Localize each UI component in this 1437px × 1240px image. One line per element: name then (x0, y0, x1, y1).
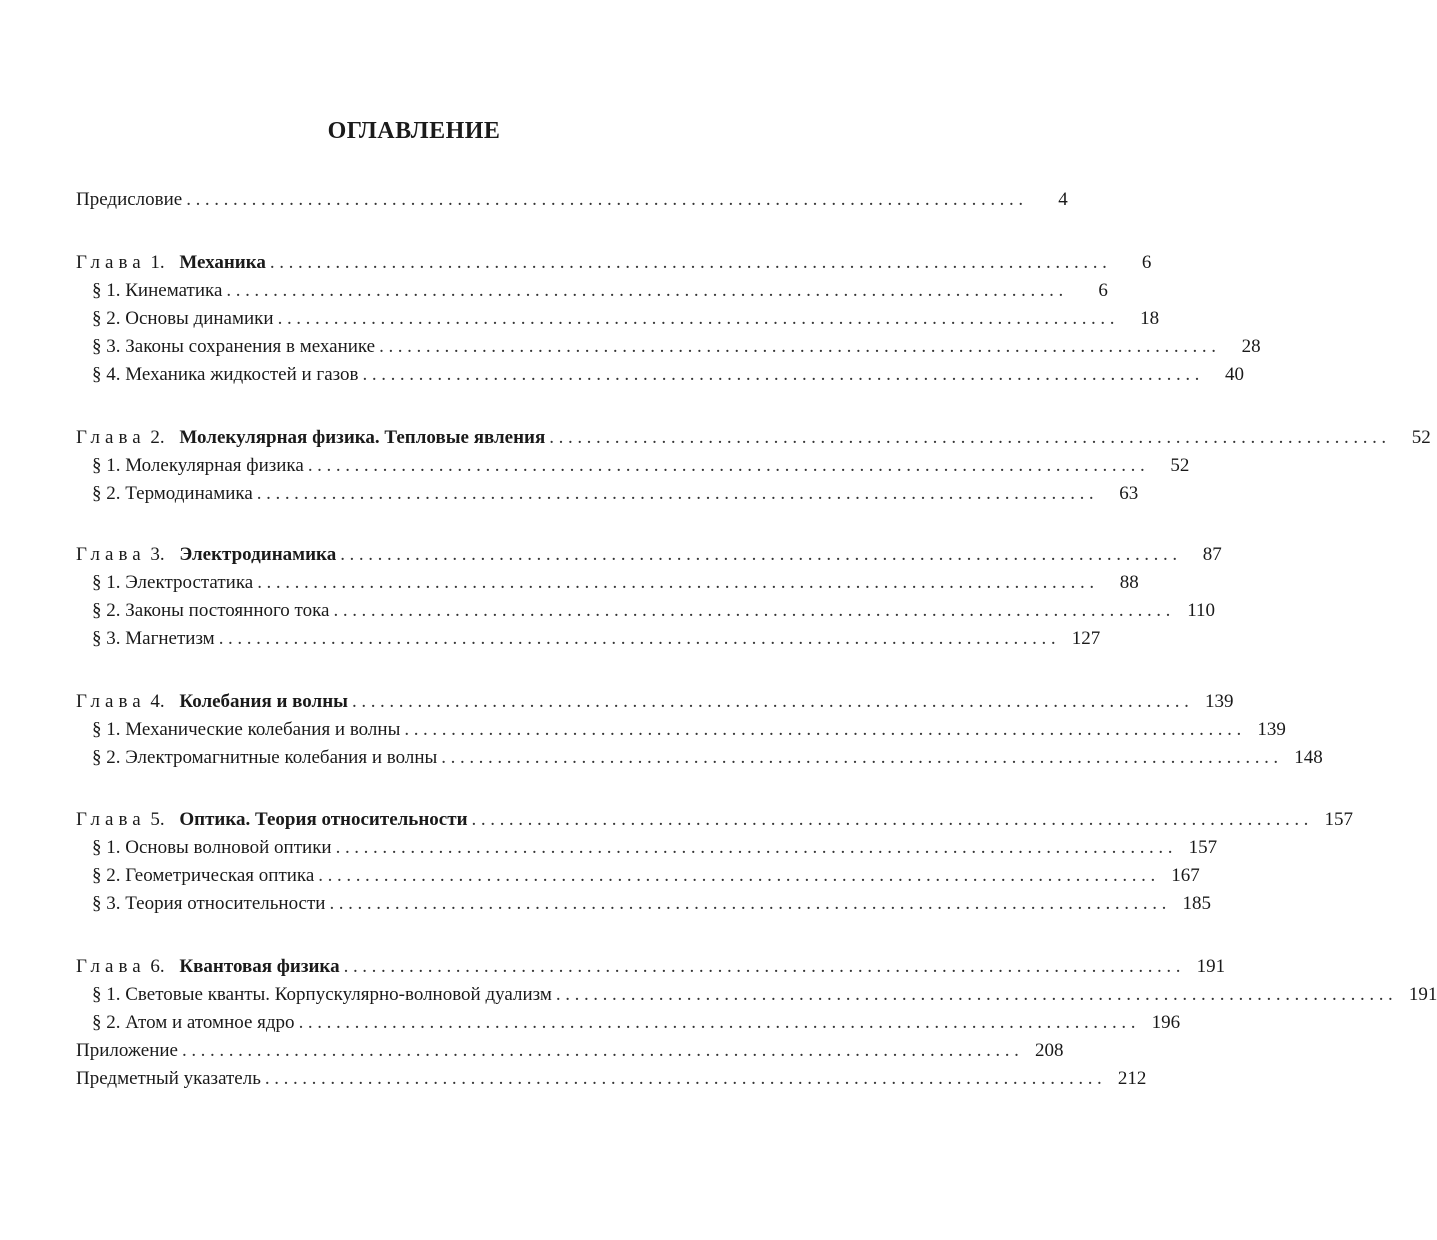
entry-label: Приложение (76, 1040, 178, 1061)
page-number: 148 (1294, 747, 1323, 768)
dot-leader: .......................................................................................... (333, 600, 1175, 621)
entry-label: § 3. Законы сохранения в механике (92, 336, 376, 357)
page-number: 52 (1411, 427, 1431, 448)
chapter-title: Механика (179, 252, 266, 273)
dot-leader: .......................................................................................... (335, 837, 1178, 858)
chapter-number: 1. (150, 252, 165, 273)
dot-leader: .......................................................................................... (340, 544, 1182, 565)
toc-block-chapter-5 (76, 806, 1354, 918)
dot-leader: .......................................................................................... (298, 1012, 1141, 1033)
entry-label: § 2. Основы динамики (92, 308, 274, 329)
chapter-title: Квантовая физика (179, 956, 340, 977)
toc-entry-appendix[interactable] (76, 1037, 1064, 1065)
chapter-title: Электродинамика (179, 544, 337, 565)
entry-label: § 4. Механика жидкостей и газов (92, 364, 359, 385)
toc-entry-section[interactable] (76, 452, 1190, 480)
chapter-heading (76, 541, 336, 569)
toc-entry-section[interactable] (76, 862, 1200, 890)
page-number: 18 (1140, 308, 1160, 329)
dot-leader: .......................................................................................... (404, 719, 1246, 740)
page-number: 139 (1257, 719, 1286, 740)
chapter-title: Молекулярная физика. Тепловые явления (179, 427, 546, 448)
chapter-number: 4. (150, 691, 165, 712)
dot-leader: .......................................................................................... (264, 1068, 1107, 1089)
dot-leader: .......................................................................................... (186, 189, 1028, 210)
toc-entry-section[interactable] (76, 333, 1261, 361)
entry-label: Предисловие (76, 189, 183, 210)
dot-leader: .......................................................................................... (277, 308, 1120, 329)
chapter-heading (76, 249, 266, 277)
toc-entry-chapter-5[interactable] (76, 806, 1354, 834)
chapter-word: Глава (76, 252, 146, 273)
entry-label: § 3. Магнетизм (92, 628, 215, 649)
dot-leader: .......................................................................................... (555, 984, 1398, 1005)
dot-leader: .......................................................................................... (329, 893, 1171, 914)
toc-block-chapter-2 (76, 424, 1431, 508)
chapter-word: Глава (76, 427, 146, 448)
toc-entry-section[interactable] (76, 361, 1245, 389)
dot-leader: .......................................................................................... (257, 572, 1099, 593)
toc-entry-chapter-4[interactable] (76, 688, 1234, 716)
page-number: 6 (1098, 280, 1108, 301)
dot-leader: .......................................................................................... (343, 956, 1186, 977)
page-number: 191 (1408, 984, 1437, 1005)
chapter-heading (76, 953, 340, 981)
page-number: 40 (1225, 364, 1245, 385)
toc-entry-section[interactable] (76, 834, 1218, 862)
page-number: 87 (1202, 544, 1222, 565)
page-number: 212 (1117, 1068, 1147, 1089)
page-number: 4 (1058, 189, 1068, 210)
toc-entry-section[interactable] (76, 890, 1211, 918)
toc-entry-section[interactable] (76, 305, 1160, 333)
page-number: 167 (1171, 865, 1200, 886)
toc-block-preface (76, 186, 1068, 214)
toc-entry-preface[interactable] (76, 186, 1068, 214)
chapter-number: 6. (150, 956, 165, 977)
dot-leader: .......................................................................................... (181, 1040, 1024, 1061)
entry-label: § 2. Электромагнитные колебания и волны (92, 747, 438, 768)
page-number: 157 (1324, 809, 1354, 830)
dot-leader: .......................................................................................... (352, 691, 1194, 712)
chapter-word: Глава (76, 691, 146, 712)
chapter-number: 5. (150, 809, 165, 830)
toc-entry-chapter-6[interactable] (76, 953, 1226, 981)
toc-block-chapter-4 (76, 688, 1323, 772)
chapter-heading (76, 424, 545, 452)
entry-label: § 1. Световые кванты. Корпускулярно-волновой дуализм (92, 984, 552, 1005)
toc-entry-chapter-1[interactable] (76, 249, 1152, 277)
toc-entry-subject-index[interactable] (76, 1065, 1147, 1093)
entry-label: § 3. Теория относительности (92, 893, 326, 914)
dot-leader: .......................................................................................... (379, 336, 1221, 357)
toc-block-chapter-6 (76, 953, 1437, 1093)
dot-leader: .......................................................................................... (362, 364, 1205, 385)
toc-entry-chapter-2[interactable] (76, 424, 1431, 452)
dot-leader: .......................................................................................... (269, 252, 1112, 273)
toc-entry-section[interactable] (76, 625, 1101, 653)
page-number: 88 (1119, 572, 1139, 593)
toc-entry-section[interactable] (76, 480, 1139, 508)
entry-label: § 1. Основы волновой оптики (92, 837, 332, 858)
toc-block-chapter-3 (76, 541, 1222, 653)
entry-label: § 1. Молекулярная физика (92, 455, 304, 476)
toc-entry-section[interactable] (76, 277, 1108, 305)
entry-label: § 2. Законы постоянного тока (92, 600, 330, 621)
dot-leader: .......................................................................................... (318, 865, 1160, 886)
dot-leader: .......................................................................................... (256, 483, 1099, 504)
chapter-word: Глава (76, 544, 146, 565)
dot-leader: .......................................................................................... (441, 747, 1283, 768)
chapter-number: 2. (150, 427, 165, 448)
entry-label: § 1. Механические колебания и волны (92, 719, 401, 740)
toc-block-chapter-1 (76, 249, 1261, 389)
toc-entry-section[interactable] (76, 569, 1139, 597)
entry-label: § 1. Кинематика (92, 280, 223, 301)
chapter-heading (76, 688, 348, 716)
page-number: 191 (1196, 956, 1226, 977)
page-number: 157 (1188, 837, 1218, 858)
toc-entry-section[interactable] (76, 1009, 1181, 1037)
dot-leader: .......................................................................................... (471, 809, 1314, 830)
page-number: 208 (1034, 1040, 1064, 1061)
toc-entry-section[interactable] (76, 716, 1286, 744)
dot-leader: .......................................................................................... (307, 455, 1150, 476)
chapter-number: 3. (150, 544, 165, 565)
chapter-title: Колебания и волны (179, 691, 348, 712)
page-number: 63 (1119, 483, 1139, 504)
page-number: 28 (1241, 336, 1261, 357)
toc-entry-section[interactable] (76, 981, 1437, 1009)
chapter-heading (76, 806, 468, 834)
page-number: 139 (1205, 691, 1234, 712)
dot-leader: .......................................................................................... (218, 628, 1061, 649)
toc-entry-section[interactable] (76, 597, 1215, 625)
dot-leader: .......................................................................................... (226, 280, 1068, 301)
chapter-word: Глава (76, 809, 146, 830)
page-number: 6 (1141, 252, 1152, 273)
page-title: ОГЛАВЛЕНИЕ (327, 118, 501, 144)
page-number: 52 (1170, 455, 1190, 476)
entry-label: § 1. Электростатика (92, 572, 254, 593)
entry-label: Предметный указатель (76, 1068, 261, 1089)
page-number: 196 (1151, 1012, 1181, 1033)
entry-label: § 2. Геометрическая оптика (92, 865, 315, 886)
page-number: 185 (1182, 893, 1211, 914)
chapter-word: Глава (76, 956, 146, 977)
entry-label: § 2. Атом и атомное ядро (92, 1012, 295, 1033)
page-number: 127 (1071, 628, 1101, 649)
toc-entry-section[interactable] (76, 744, 1323, 772)
chapter-title: Оптика. Теория относительности (179, 809, 468, 830)
page-number: 110 (1187, 600, 1215, 621)
entry-label: § 2. Термодинамика (92, 483, 253, 504)
dot-leader: .......................................................................................... (549, 427, 1391, 448)
toc-entry-chapter-3[interactable] (76, 541, 1222, 569)
